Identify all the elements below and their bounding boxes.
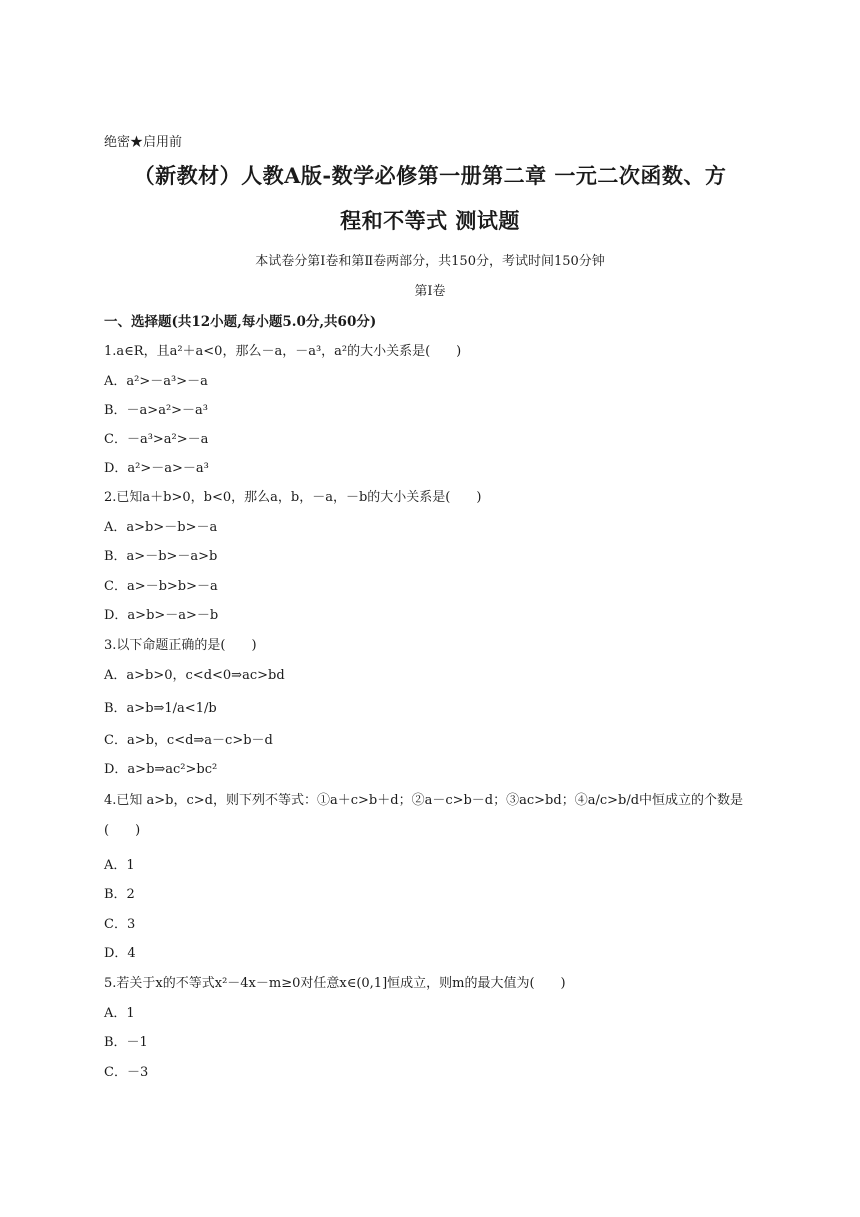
- question-stem: 1.a∈R，且a²＋a<0，那么－a，－a³，a²的大小关系是( ): [104, 344, 462, 359]
- option: A．1: [104, 1006, 135, 1021]
- question-stem: 2.已知a＋b>0，b<0，那么a，b，－a，－b的大小关系是( ): [104, 490, 482, 505]
- option: A．1: [104, 858, 135, 873]
- option: C．a>b，c<d⇒a－c>b－d: [104, 733, 273, 748]
- question-stem: 5.若关于x的不等式x²－4x－m≥0对任意x∈(0,1]恒成立，则m的最大值为( ): [104, 976, 566, 991]
- option: C．－3: [104, 1065, 149, 1080]
- option: A．a²>－a³>－a: [104, 374, 208, 389]
- volume-label: 第Ⅰ卷: [414, 284, 446, 299]
- title-line-2: 程和不等式 测试题: [340, 208, 520, 233]
- option: B．－1: [104, 1035, 148, 1050]
- option: A．a>b>－b>－a: [104, 520, 218, 535]
- exam-info: 本试卷分第Ⅰ卷和第Ⅱ卷两部分，共150分，考试时间150分钟: [255, 254, 605, 269]
- option: B．2: [104, 887, 135, 902]
- option: B．a>b⇒1/a<1/b: [104, 701, 217, 716]
- option: A．a>b>0，c<d<0⇒ac>bd: [104, 668, 285, 683]
- option: B．－a>a²>－a³: [104, 403, 209, 418]
- question-stem: 4.已知 a>b，c>d，则下列不等式：①a＋c>b＋d；②a－c>b－d；③ac>bd；④a/c>b/d中恒成立的个数是( ): [104, 793, 744, 838]
- option: D．a²>－a>－a³: [104, 461, 209, 476]
- confidential-label: 绝密★启用前: [104, 135, 183, 150]
- title-line-1: （新教材）人教A版-数学必修第一册第二章 一元二次函数、方: [133, 163, 727, 188]
- option: C．－a³>a²>－a: [104, 432, 209, 447]
- option: D．4: [104, 946, 136, 961]
- option: C．a>－b>b>－a: [104, 579, 218, 594]
- option: B．a>－b>－a>b: [104, 549, 218, 564]
- question-stem: 3.以下命题正确的是( ): [104, 638, 257, 653]
- option: C．3: [104, 917, 136, 932]
- option: D．a>b⇒ac²>bc²: [104, 762, 218, 777]
- section-heading: 一、选择题(共12小题,每小题5.0分,共60分): [104, 314, 377, 330]
- option: D．a>b>－a>－b: [104, 608, 219, 623]
